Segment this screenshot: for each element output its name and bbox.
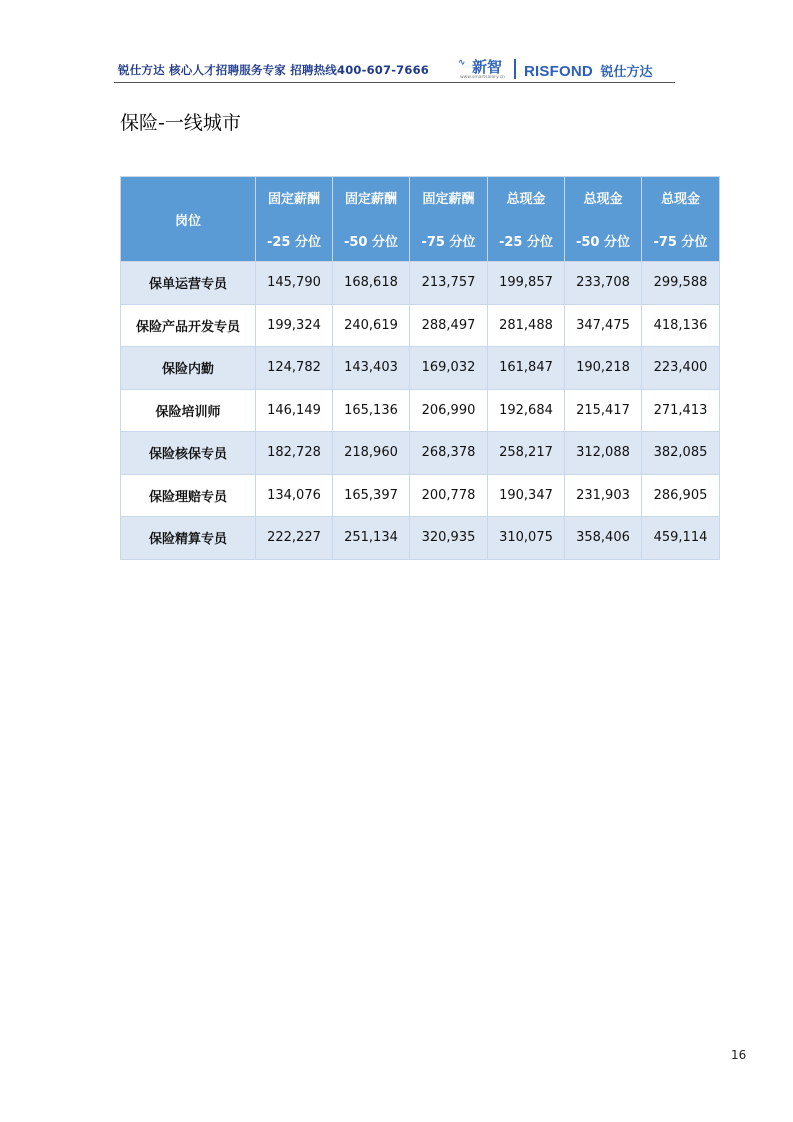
table-row (121, 517, 720, 560)
header-cell: 固定薪酬 -25 分位 (256, 177, 333, 262)
row-position-name: 保险内勤 (121, 347, 256, 390)
table-cell: 320,935 (410, 517, 488, 560)
table-cell: 192,684 (488, 389, 565, 432)
table-cell: 347,475 (565, 304, 642, 347)
table-cell: 258,217 (488, 432, 565, 475)
table-cell: 200,778 (410, 474, 488, 517)
xinzhi-logo-url: www.smartsalary.cn (460, 75, 505, 80)
table-cell: 169,032 (410, 347, 488, 390)
table-cell: 124,782 (256, 347, 333, 390)
table-cell: 310,075 (488, 517, 565, 560)
header-cell: 总现金 -75 分位 (642, 177, 720, 262)
header-cell: 固定薪酬 -50 分位 (333, 177, 410, 262)
risfond-logo-en: RISFOND (524, 63, 593, 80)
table-row (121, 474, 720, 517)
row-position-name: 保险产品开发专员 (121, 304, 256, 347)
table-cell: 459,114 (642, 517, 720, 560)
table-cell: 190,347 (488, 474, 565, 517)
table-cell: 281,488 (488, 304, 565, 347)
table-cell: 145,790 (256, 262, 333, 305)
section-title: 保险-一线城市 (120, 112, 241, 134)
table-cell: 231,903 (565, 474, 642, 517)
table-cell: 190,218 (565, 347, 642, 390)
table-cell: 418,136 (642, 304, 720, 347)
xinzhi-logo-text: 新智 (472, 58, 503, 76)
table-cell: 222,227 (256, 517, 333, 560)
table-header-row (121, 177, 720, 262)
table-cell: 240,619 (333, 304, 410, 347)
xinzhi-logo (458, 56, 514, 80)
table-cell: 182,728 (256, 432, 333, 475)
table-cell: 358,406 (565, 517, 642, 560)
row-position-name: 保险理赔专员 (121, 474, 256, 517)
table-cell: 382,085 (642, 432, 720, 475)
table-cell: 199,324 (256, 304, 333, 347)
table-row (121, 347, 720, 390)
table-row (121, 304, 720, 347)
table-cell: 146,149 (256, 389, 333, 432)
table-row (121, 389, 720, 432)
table-cell: 168,618 (333, 262, 410, 305)
header-cell: 总现金 -25 分位 (488, 177, 565, 262)
table-cell: 233,708 (565, 262, 642, 305)
risfond-logo-cn: 锐仕方达 (600, 65, 653, 80)
logo-divider (514, 59, 516, 79)
risfond-logo (524, 61, 653, 80)
table-cell: 165,397 (333, 474, 410, 517)
table-cell: 134,076 (256, 474, 333, 517)
table-cell: 165,136 (333, 389, 410, 432)
table-cell: 288,497 (410, 304, 488, 347)
row-position-name: 保险核保专员 (121, 432, 256, 475)
header-divider (114, 82, 675, 83)
table-cell: 215,417 (565, 389, 642, 432)
table-cell: 143,403 (333, 347, 410, 390)
row-position-name: 保险精算专员 (121, 517, 256, 560)
table-cell: 286,905 (642, 474, 720, 517)
table-cell: 223,400 (642, 347, 720, 390)
table-cell: 206,990 (410, 389, 488, 432)
table-cell: 213,757 (410, 262, 488, 305)
header-cell-position: 岗位 (121, 177, 256, 262)
table-row (121, 262, 720, 305)
table-cell: 161,847 (488, 347, 565, 390)
row-position-name: 保单运营专员 (121, 262, 256, 305)
header-tagline: 锐仕方达 核心人才招聘服务专家 招聘热线400-607-7666 (118, 63, 429, 77)
table-cell: 312,088 (565, 432, 642, 475)
row-position-name: 保险培训师 (121, 389, 256, 432)
table-cell: 299,588 (642, 262, 720, 305)
table-row (121, 432, 720, 475)
table-cell: 268,378 (410, 432, 488, 475)
table-cell: 271,413 (642, 389, 720, 432)
page-number: 16 (731, 1048, 747, 1062)
header-cell: 固定薪酬 -75 分位 (410, 177, 488, 262)
table-cell: 218,960 (333, 432, 410, 475)
table-cell: 199,857 (488, 262, 565, 305)
header-cell: 总现金 -50 分位 (565, 177, 642, 262)
xinzhi-logo-icon: ∿ (458, 58, 466, 68)
table-cell: 251,134 (333, 517, 410, 560)
salary-table (120, 176, 720, 560)
